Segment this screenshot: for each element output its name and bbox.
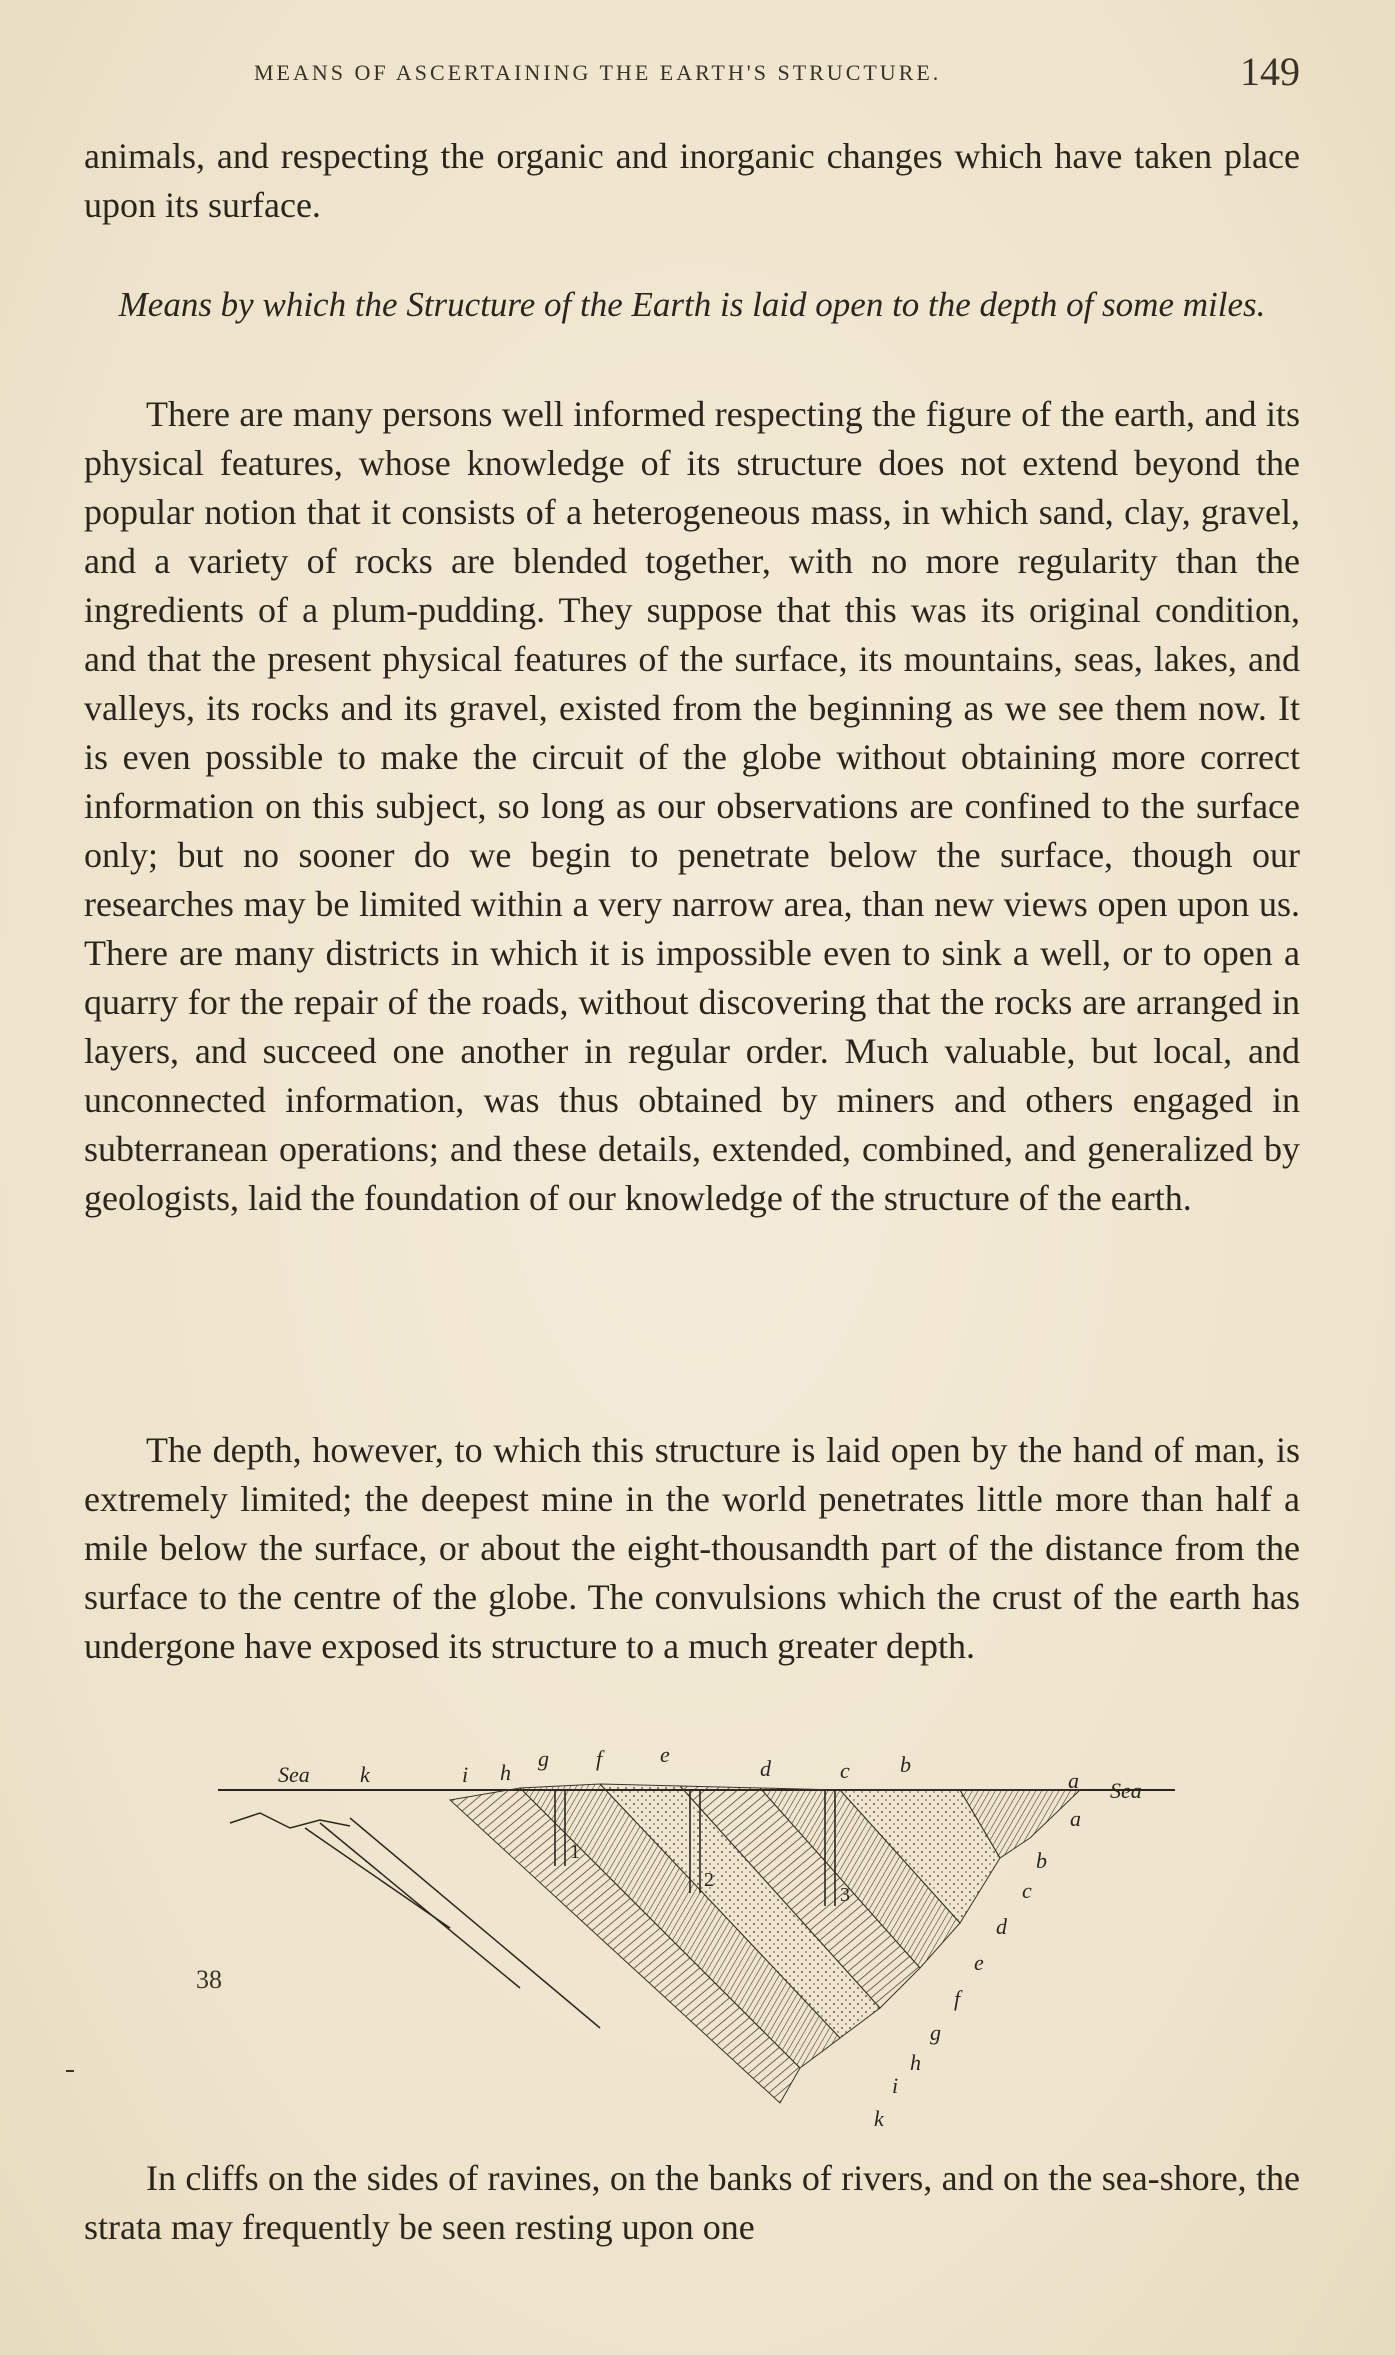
margin-mark bbox=[66, 2070, 74, 2072]
stratum-letter: a bbox=[1068, 1768, 1079, 1793]
stratum-letter: h bbox=[910, 2050, 921, 2075]
sea-label-left: Sea bbox=[278, 1762, 310, 1787]
stratum-letter: e bbox=[974, 1950, 984, 1975]
stratum-letter: i bbox=[892, 2073, 899, 2098]
paragraph-1: There are many persons well informed respecting the figure of the earth, and its physical features, whose knowledge of its structure does not extend beyond the popular notion that it consists of a heterogeneous mass, in which sand, clay, gravel, and a variety of rocks are blended together, with no more regularity than the ingredients of a plum-pudding. They suppose that this was its original condition, and that the present physical features of the surface, its mountains, seas, lakes, and valleys, its rocks and its gravel, existed from the beginning as we see them now. It is even possible to make the circuit of the globe without obtaining more correct information on this subject, so long as our observations are confined to the surface only; but no sooner do we begin to penetrate below the surface, though our researches may be limited within a very narrow area, than new views open upon us. There are many districts in which it is impossible even to sink a well, or to open a quarry for the repair of the roads, without discovering that the rocks are arranged in layers, and succeed one another in regular order. Much valuable, but local, and unconnected information, was thus obtained by miners and others engaged in subterranean operations; and these details, extended, combined, and generalized by geologists, laid the foundation of our knowledge of the structure of the earth. bbox=[84, 394, 1300, 1218]
shaft-number: 2 bbox=[704, 1869, 714, 1891]
stratum-letter: b bbox=[1036, 1848, 1047, 1873]
stratum-letter: g bbox=[930, 2020, 941, 2045]
figure-number: 38 bbox=[196, 1965, 222, 1994]
stratum-letter: h bbox=[500, 1760, 511, 1785]
stratum-letter: g bbox=[538, 1746, 549, 1771]
stratum-letter: a bbox=[1070, 1806, 1081, 1831]
section-heading: Means by which the Structure of the Earth is laid open to the depth of some miles. bbox=[118, 285, 1266, 324]
stratum-letter: i bbox=[462, 1762, 469, 1787]
stratum-letter: e bbox=[660, 1742, 670, 1767]
stratum-letter: f bbox=[954, 1986, 961, 2011]
page-number: 149 bbox=[1240, 49, 1300, 94]
stratum-letter: d bbox=[760, 1756, 771, 1781]
stratum-letter: c bbox=[840, 1758, 850, 1783]
shaft-number: 3 bbox=[840, 1884, 850, 1906]
stratum-letter: k bbox=[874, 2106, 884, 2131]
geological-section-figure bbox=[200, 1738, 1200, 2138]
stratum-letter: k bbox=[360, 1762, 370, 1787]
strata-bands bbox=[450, 1784, 1080, 2103]
stratum-letter: d bbox=[996, 1914, 1007, 1939]
top-stratum-letters bbox=[360, 1742, 1079, 1793]
page-header bbox=[84, 49, 1300, 96]
stratum-letter: b bbox=[900, 1752, 911, 1777]
shaft-number: 1 bbox=[570, 1841, 580, 1863]
running-title: MEANS OF ASCERTAINING THE EARTH'S STRUCTURE. bbox=[254, 60, 942, 85]
intro-paragraph: animals, and respecting the organic and inorganic changes which have taken place upon its surface. bbox=[84, 136, 1300, 225]
paragraph-3: In cliffs on the sides of ravines, on the banks of rivers, and on the sea-shore, the strata may frequently be seen resting upon one bbox=[84, 2158, 1300, 2247]
stratum-letter: f bbox=[596, 1746, 603, 1771]
paragraph-2: The depth, however, to which this structure is laid open by the hand of man, is extremely limited; the deepest mine in the world penetrates little more than half a mile below the surface, or about the eight-thousandth part of the distance from the surface to the centre of the globe. The convulsions which the crust of the earth has undergone have exposed its structure to a much greater depth. bbox=[84, 1430, 1300, 1666]
sea-label-right: Sea bbox=[1110, 1778, 1142, 1803]
stratum-letter: c bbox=[1022, 1878, 1032, 1903]
